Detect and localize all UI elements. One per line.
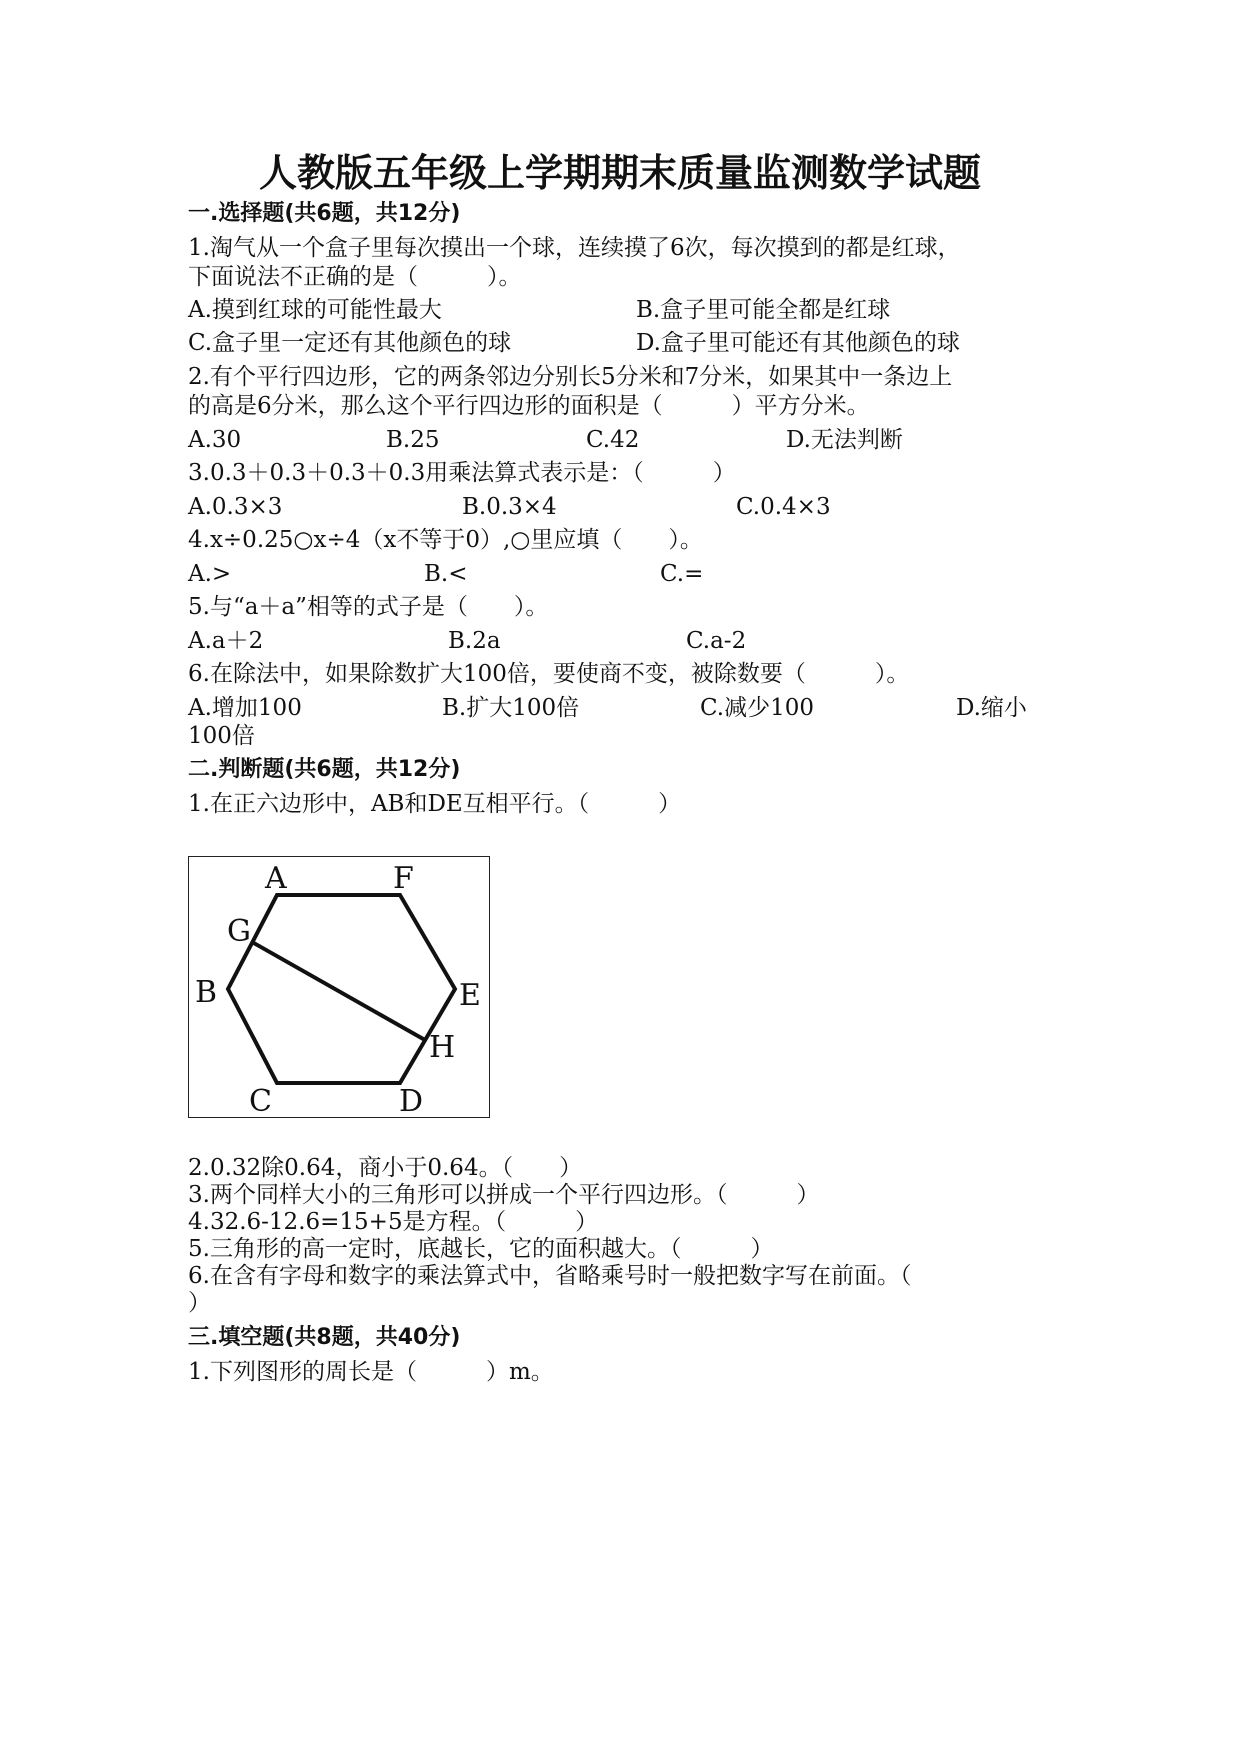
question-2-line-2: 的高是6分米，那么这个平行四边形的面积是（ ）平方分米。	[188, 393, 870, 419]
judge-question-4: 4.32.6-12.6=15+5是方程。（ ）	[188, 1209, 599, 1235]
judge-question-6-line-2: ）	[188, 1290, 211, 1316]
question-4-option-c: C.=	[660, 561, 704, 587]
vertex-label-e: E	[459, 978, 481, 1013]
question-6-option-c: C.减少100	[700, 695, 814, 721]
question-3-line-1: 3.0.3＋0.3＋0.3＋0.3用乘法算式表示是：（ ）	[188, 460, 736, 486]
vertex-label-d: D	[399, 1084, 424, 1116]
question-3-option-b: B.0.3×4	[462, 494, 557, 520]
question-1-option-b: B.盒子里可能全都是红球	[636, 297, 891, 323]
judge-question-5: 5.三角形的高一定时，底越长，它的面积越大。（ ）	[188, 1236, 774, 1262]
question-6-option-a: A.增加100	[188, 695, 302, 721]
question-3-option-a: A.0.3×3	[188, 494, 283, 520]
question-1-line-2: 下面说法不正确的是（ ）。	[188, 264, 522, 290]
fill-question-1: 1.下列图形的周长是（ ）m。	[188, 1359, 554, 1385]
judge-question-3: 3.两个同样大小的三角形可以拼成一个平行四边形。（ ）	[188, 1182, 820, 1208]
hexagon-shape	[228, 895, 455, 1083]
vertex-label-a: A	[265, 861, 287, 896]
judge-question-2: 2.0.32除0.64，商小于0.64。（ ）	[188, 1155, 583, 1181]
question-1-line-1: 1.淘气从一个盒子里每次摸出一个球，连续摸了6次，每次摸到的都是红球，	[188, 235, 961, 261]
question-1-option-a: A.摸到红球的可能性最大	[188, 297, 442, 323]
question-4-line-1: 4.x÷0.25○x÷4（x不等于0）,○里应填（ ）。	[188, 527, 703, 553]
hexagon-diagram	[189, 857, 488, 1116]
question-1-option-d: D.盒子里可能还有其他颜色的球	[636, 330, 960, 356]
question-5-line-1: 5.与“a＋a”相等的式子是（ ）。	[188, 594, 549, 620]
question-2-option-d: D.无法判断	[786, 427, 903, 453]
question-6-option-b: B.扩大100倍	[442, 695, 580, 721]
section-heading-choice: 一.选择题(共6题，共12分)	[188, 201, 461, 226]
question-2-option-a: A.30	[188, 427, 242, 453]
question-1-option-c: C.盒子里一定还有其他颜色的球	[188, 330, 512, 356]
question-6-line-1: 6.在除法中，如果除数扩大100倍，要使商不变，被除数要（ ）。	[188, 661, 910, 687]
segment-gh	[252, 942, 425, 1040]
judge-question-1: 1.在正六边形中，AB和DE互相平行。（ ）	[188, 791, 682, 817]
page-title: 人教版五年级上学期期末质量监测数学试题	[258, 151, 981, 195]
vertex-label-c: C	[249, 1084, 272, 1116]
question-6-option-d: D.缩小	[956, 695, 1027, 721]
section-heading-judge: 二.判断题(共6题，共12分)	[188, 757, 461, 782]
question-4-option-a: A.>	[188, 561, 232, 587]
question-2-option-c: C.42	[586, 427, 640, 453]
question-4-option-b: B.<	[424, 561, 468, 587]
question-3-option-c: C.0.4×3	[736, 494, 831, 520]
hexagon-figure	[188, 856, 490, 1118]
judge-question-6-line-1: 6.在含有字母和数字的乘法算式中，省略乘号时一般把数字写在前面。（	[188, 1263, 912, 1289]
point-label-g: G	[227, 914, 251, 949]
question-2-option-b: B.25	[386, 427, 440, 453]
vertex-label-b: B	[195, 975, 218, 1010]
question-6-option-d-continued: 100倍	[188, 723, 255, 749]
vertex-label-f: F	[393, 861, 414, 896]
section-heading-fill: 三.填空题(共8题，共40分)	[188, 1325, 461, 1350]
question-2-line-1: 2.有个平行四边形，它的两条邻边分别长5分米和7分米，如果其中一条边上	[188, 364, 953, 390]
point-label-h: H	[429, 1030, 456, 1065]
question-5-option-b: B.2a	[448, 628, 501, 654]
question-5-option-a: A.a＋2	[188, 628, 264, 654]
question-5-option-c: C.a-2	[686, 628, 747, 654]
